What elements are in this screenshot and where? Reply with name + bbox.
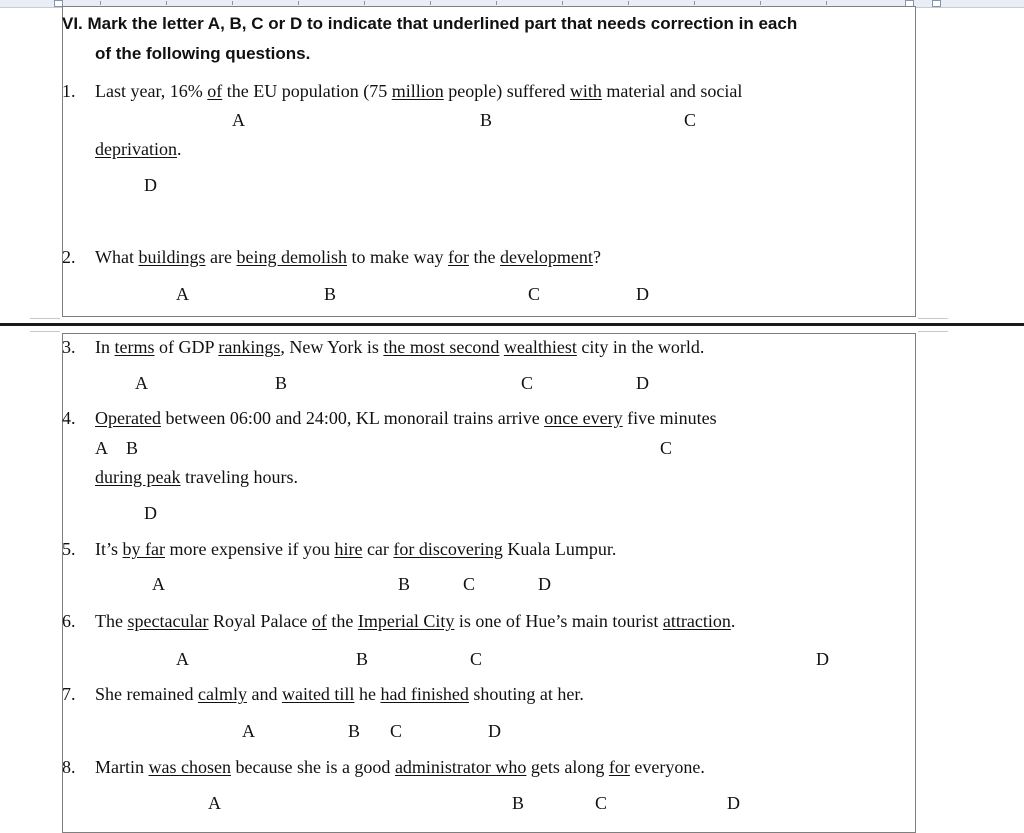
label-c: C [660, 438, 673, 458]
option-b-part: hire [334, 539, 363, 559]
label-d: D [816, 649, 829, 669]
text: . [176, 139, 182, 159]
text: It’s [95, 539, 123, 559]
option-c-part: for [608, 757, 630, 777]
question-number: 8. [62, 757, 76, 777]
option-b-part: million [391, 81, 444, 101]
question-number: 2. [62, 247, 76, 267]
option-a-part: spectacular [127, 611, 209, 631]
label-a: A [95, 438, 108, 458]
label-c: C [470, 649, 483, 669]
label-c: C [528, 284, 541, 304]
text: The [95, 611, 128, 631]
right-indent-marker[interactable] [932, 0, 941, 7]
option-d-part: development [499, 247, 593, 267]
option-a-part: of [207, 81, 223, 101]
text: is one of Hue’s main tourist [454, 611, 663, 631]
ruler-tick [628, 1, 629, 5]
label-d: D [144, 503, 157, 523]
text: What [95, 247, 139, 267]
text: gets along [526, 757, 609, 777]
page-gap-line [30, 331, 60, 332]
text: ? [592, 247, 601, 267]
label-a: A [242, 721, 255, 741]
text: and [246, 684, 282, 704]
option-c-part: for discovering [393, 539, 503, 559]
question-number: 5. [62, 539, 76, 559]
option-a-part: by far [122, 539, 165, 559]
text: between 06:00 and 24:00, KL monorail trains arrive [160, 408, 545, 428]
label-a: A [176, 649, 189, 669]
label-a: A [232, 110, 245, 130]
text: five minutes [622, 408, 717, 428]
text: Martin [95, 757, 149, 777]
ruler-tick [364, 1, 365, 5]
label-d: D [488, 721, 501, 741]
text: Last year, 16% [95, 81, 208, 101]
text: car [362, 539, 394, 559]
text: the [326, 611, 358, 631]
text: the EU population (75 [222, 81, 392, 101]
question-number: 1. [62, 81, 76, 101]
ruler-tick [760, 1, 761, 5]
label-b: B [324, 284, 337, 304]
ruler-tick [298, 1, 299, 5]
ruler-tick [100, 1, 101, 5]
label-d: D [144, 175, 157, 195]
text: everyone. [629, 757, 705, 777]
label-b: B [480, 110, 493, 130]
question-1 [62, 79, 742, 103]
text: She remained [95, 684, 198, 704]
text: the [468, 247, 500, 267]
option-c-part: once every [544, 408, 623, 428]
option-c-part: with [569, 81, 602, 101]
text: city in the world. [576, 337, 705, 357]
label-d: D [636, 284, 649, 304]
ruler-tick [694, 1, 695, 5]
label-d: D [727, 793, 740, 813]
label-b: B [348, 721, 361, 741]
page-gap-line [918, 331, 948, 332]
label-a: A [208, 793, 221, 813]
option-a-part: calmly [197, 684, 247, 704]
option-d-part: attraction [662, 611, 731, 631]
text: traveling hours. [180, 467, 298, 487]
question-6 [62, 609, 735, 633]
label-b: B [512, 793, 525, 813]
option-c-part: for [447, 247, 469, 267]
label-b: B [275, 373, 288, 393]
question-number: 6. [62, 611, 76, 631]
label-a: A [152, 574, 165, 594]
question-5 [62, 537, 616, 561]
ruler-tick [430, 1, 431, 5]
heading-line-1: VI. Mark the letter A, B, C or D to indicate that underlined part that needs correction in each [62, 14, 798, 33]
label-c: C [595, 793, 608, 813]
text: he [354, 684, 381, 704]
option-d-part: had finished [380, 684, 469, 704]
ruler-tick [826, 1, 827, 5]
label-a: A [176, 284, 189, 304]
ruler-tick [496, 1, 497, 5]
option-a-part: Operated [95, 408, 161, 428]
option-b-part: of [311, 611, 327, 631]
question-2 [62, 245, 601, 269]
text: to make way [346, 247, 448, 267]
option-a-part: terms [114, 337, 155, 357]
question-number: 7. [62, 684, 76, 704]
option-a-part: was chosen [148, 757, 231, 777]
label-b: B [356, 649, 369, 669]
label-c: C [390, 721, 403, 741]
option-d-part: during peak [95, 467, 181, 487]
text: Kuala Lumpur. [502, 539, 617, 559]
option-bc-part: waited till [281, 684, 355, 704]
text: people) suffered [443, 81, 570, 101]
label-c: C [521, 373, 534, 393]
option-c-part: the most second [383, 337, 500, 357]
text: material and social [601, 81, 743, 101]
label-a: A [135, 373, 148, 393]
text: . [730, 611, 736, 631]
page-break-divider [0, 323, 1024, 326]
text: shouting at her. [468, 684, 584, 704]
ruler-tick [232, 1, 233, 5]
question-8 [62, 755, 705, 779]
text: Royal Palace [208, 611, 312, 631]
label-c: C [684, 110, 697, 130]
option-d-part: wealthiest [503, 337, 577, 357]
option-b-part: being demolish [236, 247, 347, 267]
label-b: B [126, 438, 139, 458]
question-7 [62, 682, 584, 706]
question-3 [62, 335, 704, 359]
text: of GDP [154, 337, 219, 357]
ruler-tick [562, 1, 563, 5]
text: , New York is [280, 337, 384, 357]
question-4 [62, 406, 717, 430]
option-c-part: Imperial City [357, 611, 455, 631]
option-a-part: buildings [138, 247, 206, 267]
ruler-tick [166, 1, 167, 5]
question-number: 3. [62, 337, 76, 357]
label-c: C [463, 574, 476, 594]
label-d: D [538, 574, 551, 594]
question-4-continuation [95, 465, 298, 489]
text: more expensive if you [165, 539, 335, 559]
option-d-part: deprivation [95, 139, 177, 159]
page-gap-line [918, 318, 948, 319]
question-number: 4. [62, 408, 76, 428]
option-b-part: administrator who [394, 757, 527, 777]
section-heading [62, 9, 922, 69]
text: In [95, 337, 115, 357]
label-b: B [398, 574, 411, 594]
text: are [205, 247, 237, 267]
label-d: D [636, 373, 649, 393]
heading-line-2: of the following questions. [95, 44, 311, 63]
option-b-part: rankings [218, 337, 281, 357]
question-1-continuation [95, 137, 181, 161]
text: because she is a good [230, 757, 395, 777]
page-gap-line [30, 318, 60, 319]
